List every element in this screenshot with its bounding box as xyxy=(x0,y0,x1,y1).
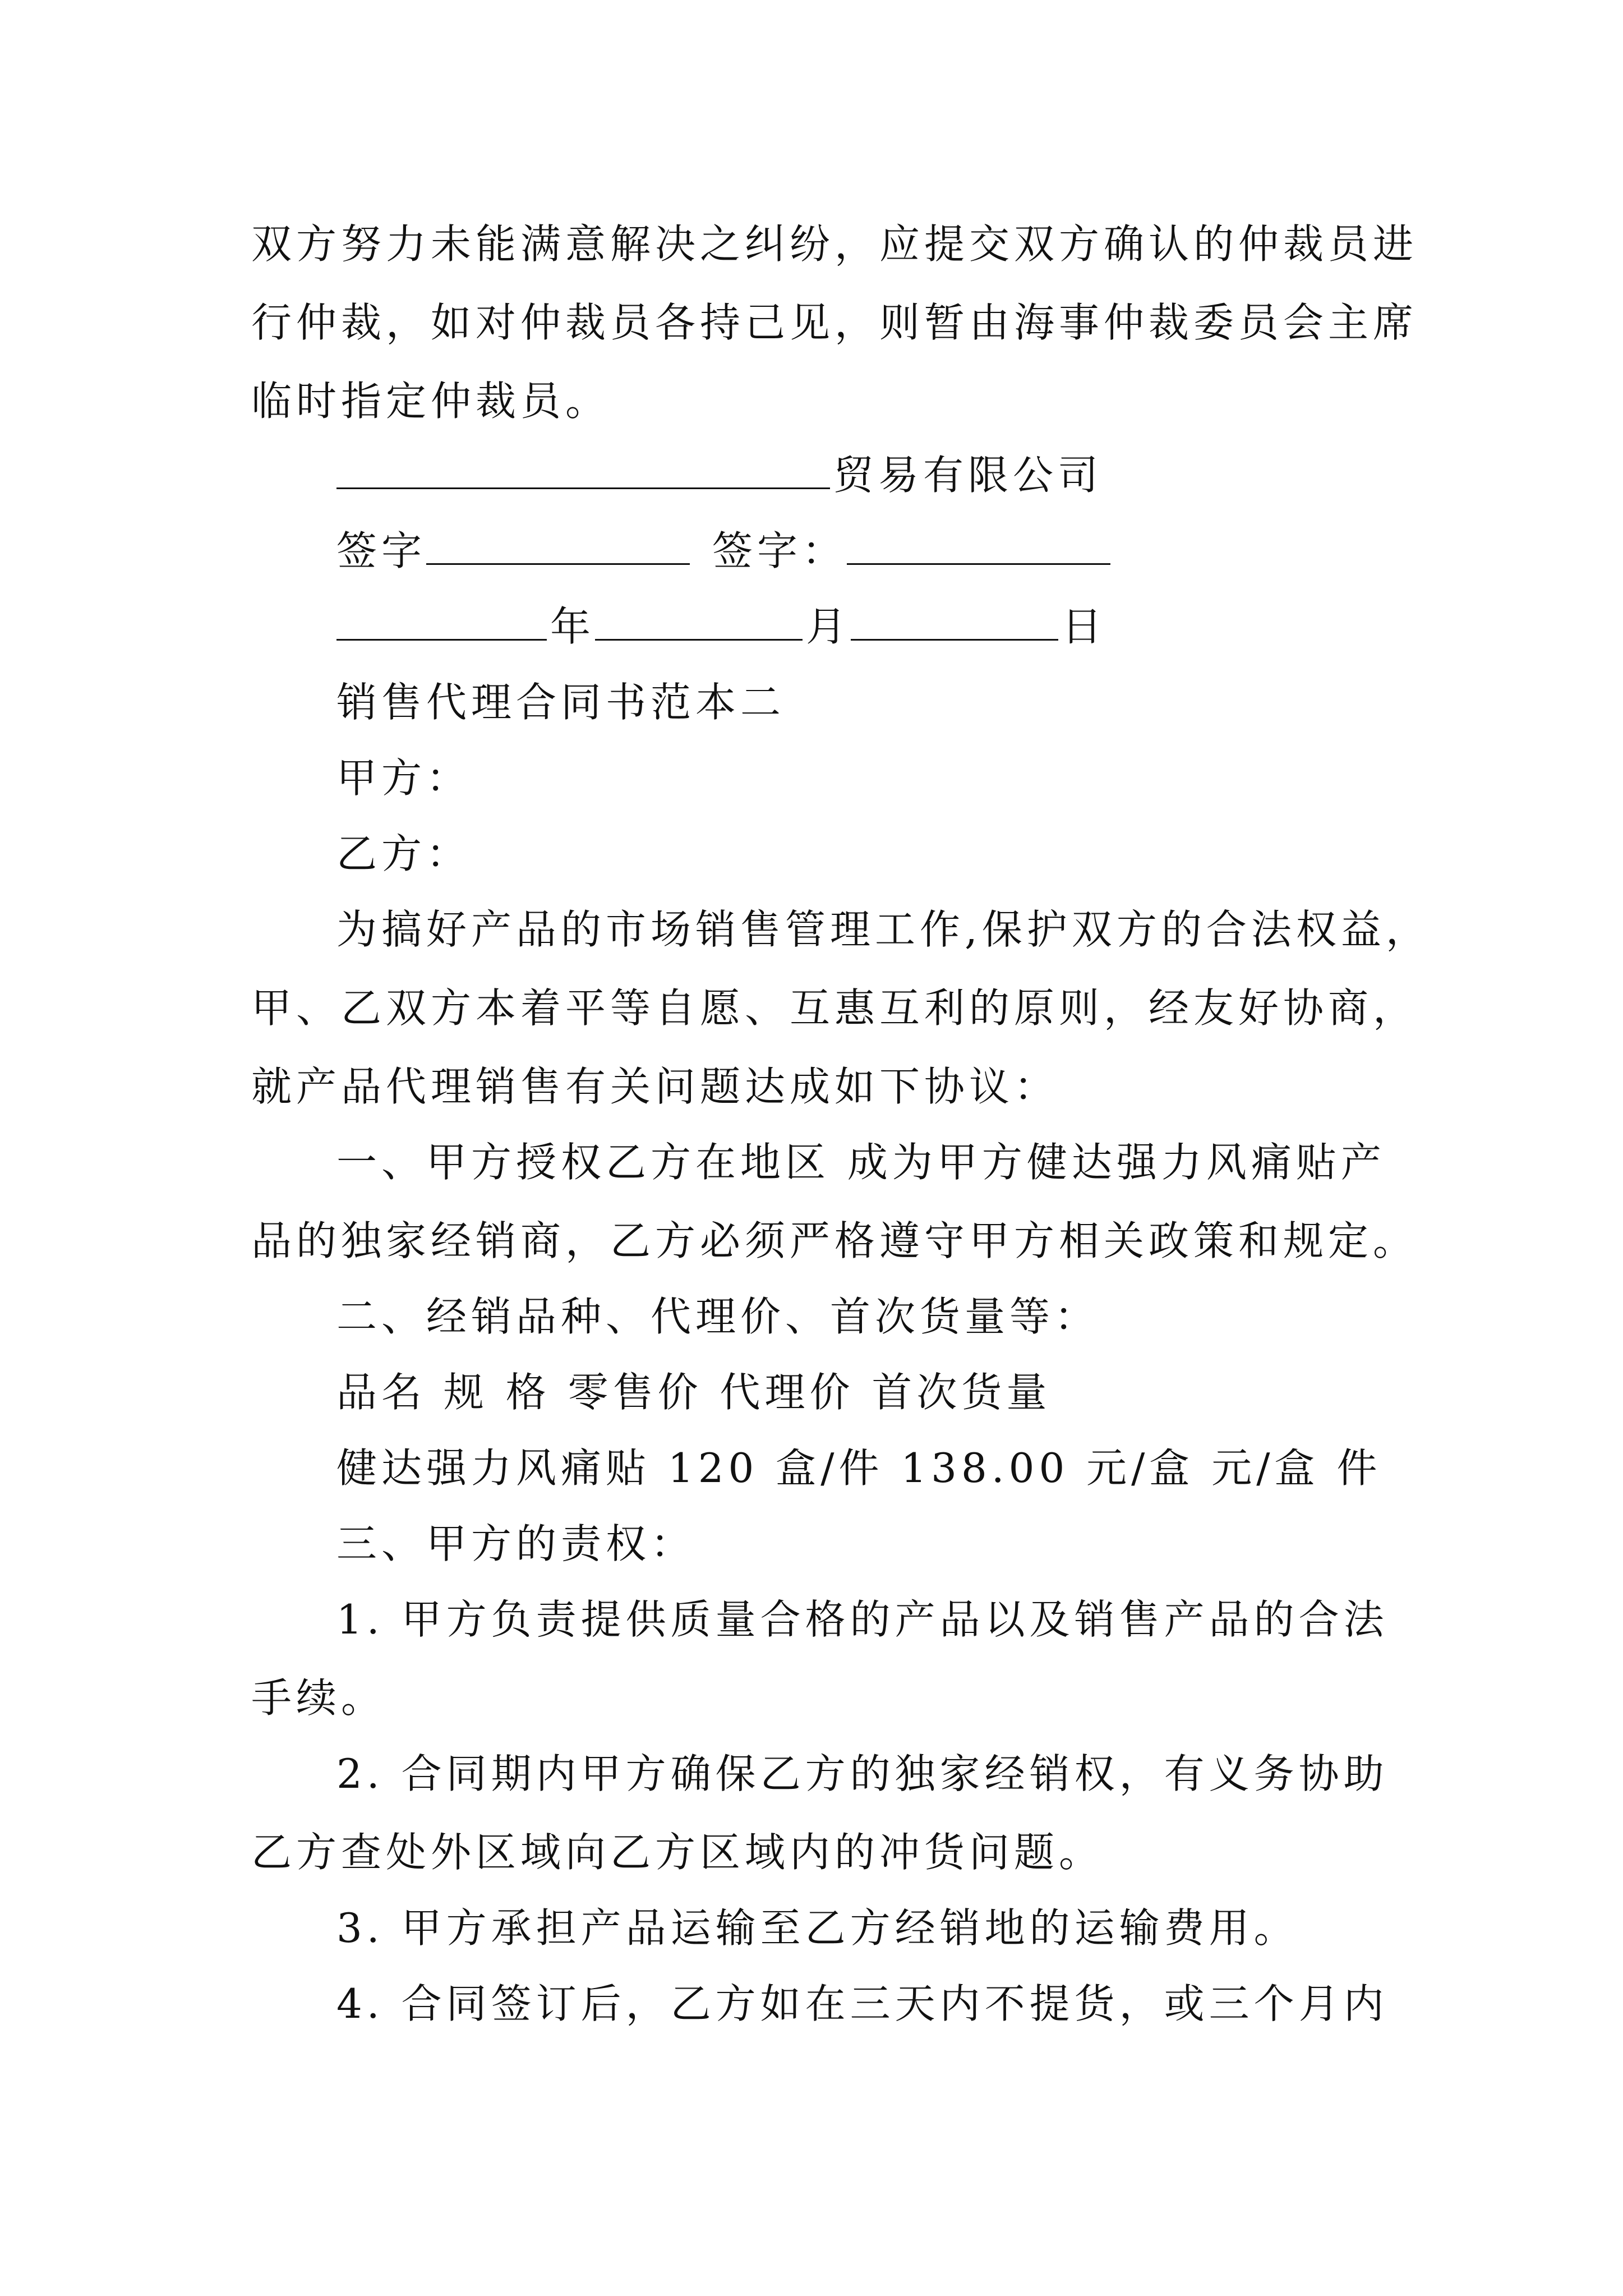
party-b-label: 乙方： xyxy=(336,830,472,877)
sample-title: 销售代理合同书范本二 xyxy=(336,679,786,726)
item-1-line: 手续。 xyxy=(251,1674,386,1722)
month-blank xyxy=(595,599,803,641)
year-blank xyxy=(336,599,547,641)
paragraph-line: 临时指定仲裁员。 xyxy=(251,378,611,425)
month-label: 月 xyxy=(806,603,851,650)
day-label: 日 xyxy=(1062,603,1107,650)
date-line xyxy=(336,599,1106,655)
item-4-line: 4. 合同签订后，乙方如在三天内不提货，或三个月内 xyxy=(336,1980,1389,2027)
item-2-line: 乙方查处外区域向乙方区域内的冲货问题。 xyxy=(251,1829,1104,1876)
product-table-row: 健达强力风痛贴 120 盒/件 138.00 元/盒 元/盒 件 xyxy=(336,1444,1382,1492)
sign-label-2: 签字： xyxy=(712,527,847,574)
item-1-line: 1. 甲方负责提供质量合格的产品以及销售产品的合法 xyxy=(336,1596,1389,1643)
clause-1-line: 一、甲方授权乙方在地区 成为甲方健达强力风痛贴产 xyxy=(336,1139,1386,1186)
clause-1-line: 品的独家经销商，乙方必须严格遵守甲方相关政策和规定。 xyxy=(251,1217,1418,1264)
company-signature-line xyxy=(336,447,1103,503)
sign-label-1: 签字 xyxy=(336,527,427,574)
paragraph-line: 行仲裁，如对仲裁员各持己见，则暂由海事仲裁委员会主席 xyxy=(251,299,1418,346)
clause-2-heading: 二、经销品种、代理价、首次货量等： xyxy=(336,1293,1100,1340)
intro-line: 就产品代理销售有关问题达成如下协议： xyxy=(251,1063,1059,1110)
clause-3-heading: 三、甲方的责权： xyxy=(336,1520,696,1567)
intro-line: 甲、乙双方本着平等自愿、互惠互利的原则，经友好协商， xyxy=(251,984,1418,1032)
company-suffix: 贸易有限公司 xyxy=(833,452,1103,499)
year-label: 年 xyxy=(550,603,596,650)
signature-line xyxy=(336,523,1114,579)
item-2-line: 2. 合同期内甲方确保乙方的独家经销权，有义务协助 xyxy=(336,1750,1389,1797)
company-name-blank xyxy=(336,447,830,489)
day-blank xyxy=(851,599,1058,641)
intro-line: 为搞好产品的市场销售管理工作,保护双方的合法权益， xyxy=(336,906,1431,953)
item-3-line: 3. 甲方承担产品运输至乙方经销地的运输费用。 xyxy=(336,1904,1299,1952)
signature-blank-1 xyxy=(426,523,690,565)
party-a-label: 甲方： xyxy=(336,754,472,802)
signature-blank-2 xyxy=(847,523,1110,565)
product-table-header: 品名 规 格 零售价 代理价 首次货量 xyxy=(336,1369,1052,1416)
paragraph-line: 双方努力未能满意解决之纠纷，应提交双方确认的仲裁员进 xyxy=(251,220,1418,268)
